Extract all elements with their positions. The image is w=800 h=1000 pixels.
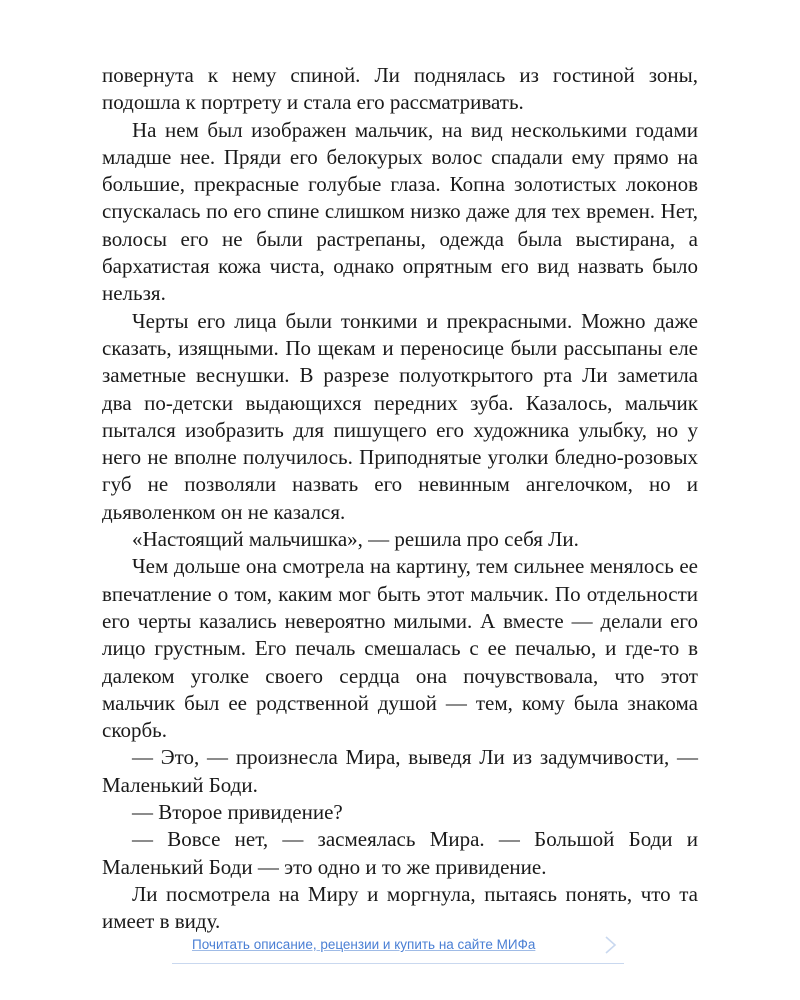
book-page-text <box>102 62 698 936</box>
paragraph-5: Чем дольше она смотрела на картину, тем сильнее менялось ее впечатление о том, каким мог быть этот мальчик. По отдельности его черты казались невероятно милыми. А вместе — делали его лицо грустным. Его печаль смешалась с ее печалью, и где-то в далеком уголке своего сердца она почувствовала, что этот мальчик был ее родственной душой — тем, кому была знакома скорбь. <box>102 554 698 743</box>
chevron-right-icon <box>602 935 620 955</box>
paragraph-1: повернута к нему спиной. Ли поднялась из гостиной зоны, подошла к портрету и стала его рассматривать. <box>102 63 698 115</box>
paragraph-4: «Настоящий мальчишка», — решила про себя Ли. <box>132 527 579 552</box>
paragraph-7: — Второе привидение? <box>132 800 343 825</box>
paragraph-3: Черты его лица были тонкими и прекрасными. Можно даже сказать, изящными. По щекам и переносице были рассыпаны еле заметные веснушки. В разрезе полуоткрытого рта Ли заметила два по-детски выдающихся передних зуба. Казалось, мальчик пытался изобразить для пишущего его художника улыбку, но у него не вполне получилось. Приподнятые уголки бледно-розовых губ не позволяли назвать его невинным ангелочком, но и дьяволенком он не казался. <box>102 308 698 524</box>
paragraph-6: — Это, — произнесла Мира, выведя Ли из задумчивости, — Маленький Боди. <box>102 745 698 797</box>
paragraph-9: Ли посмотрела на Миру и моргнула, пытаясь понять, что та имеет в виду. <box>102 881 698 934</box>
read-more-link-label: Почитать описание, рецензии и купить на сайте МИФа <box>192 937 536 952</box>
paragraph-2: На нем был изображен мальчик, на вид несколькими годами младше нее. Пряди его белокурых волос спадали ему прямо на большие, прекрасные голубые глаза. Копна золотистых локонов спускалась по его спине слишком низко даже для тех времен. Нет, волосы его не были растрепаны, одежда была выстирана, а бархатистая кожа чиста, однако опрятным его вид назвать было нельзя. <box>102 117 698 306</box>
read-more-link[interactable] <box>172 926 624 964</box>
paragraph-8: — Вовсе нет, — засмеялась Мира. — Большой Боди и Маленький Боди — это одно и то же привидение. <box>102 827 698 879</box>
